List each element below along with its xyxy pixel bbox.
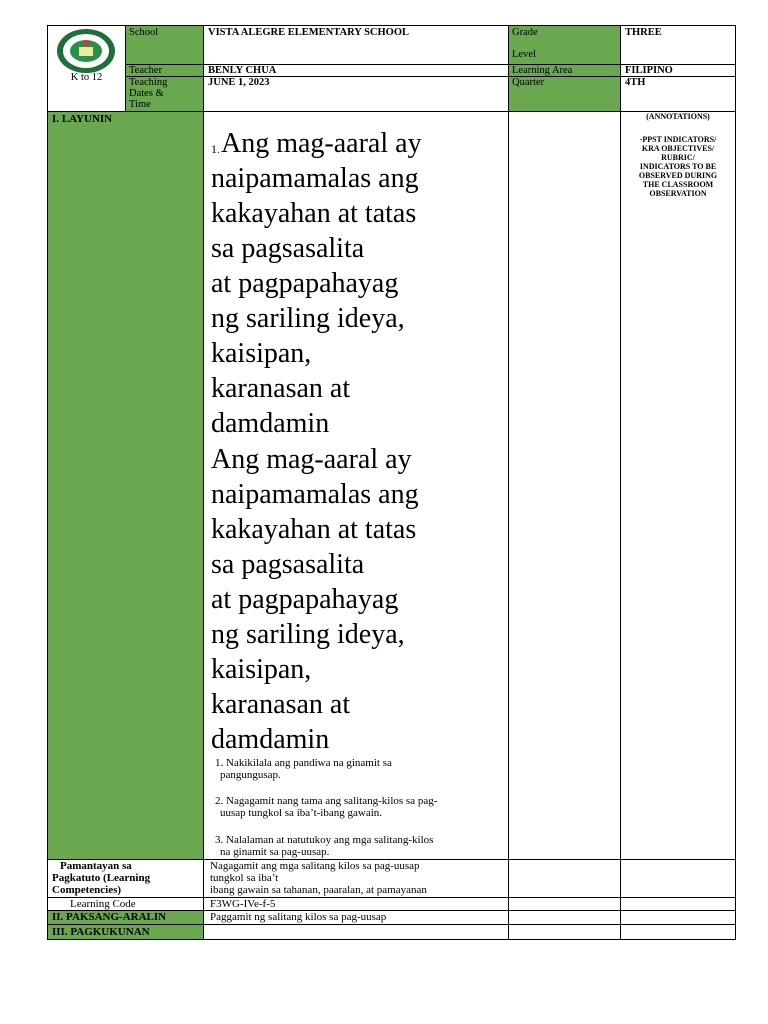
learning-code-annotation-cell <box>620 897 736 911</box>
logo-cell <box>47 25 126 112</box>
paksang-aralin-value-cell <box>203 910 509 925</box>
school-seal-icon <box>55 27 117 75</box>
specific-objective-line: pangungusap. <box>220 769 281 781</box>
paksang-aralin-value: Paggamit ng salitang kilos sa pag-uusap <box>210 911 387 923</box>
paksang-aralin-label: II. PAKSANG-ARALIN <box>52 911 167 923</box>
dates-label-line: Dates & <box>129 88 164 99</box>
learning-area-label: Learning Area <box>508 64 621 77</box>
annotation-line: INDICATORS TO BE <box>639 162 717 171</box>
pagkukunan-value-cell <box>203 924 509 940</box>
school-value: VISTA ALEGRE ELEMENTARY SCHOOL <box>203 25 509 65</box>
grade-label <box>508 25 621 65</box>
layunin-heading: I. LAYUNIN <box>52 113 113 125</box>
pamantayan-value-cell <box>203 859 509 898</box>
objective-line: at pagpapahayag <box>211 584 399 615</box>
specific-objective-line: 1. Nakikilala ang pandiwa na ginamit sa <box>215 757 392 769</box>
annotation-line: KRA OBJECTIVES/ <box>641 144 715 153</box>
specific-objective-line: uusap tungkol sa iba’t-ibang gawain. <box>220 807 383 819</box>
learning-code-value-cell <box>203 897 509 911</box>
objective-line: damdamin <box>211 724 330 755</box>
annotation-line: -PPST INDICATORS/ <box>639 135 717 144</box>
annotation-line: OBSERVATION <box>649 189 707 198</box>
logo-caption: K to 12 <box>70 72 103 83</box>
pamantayan-label-line: Pamantayan sa <box>60 860 132 872</box>
learning-code-label-cell <box>47 897 204 911</box>
pamantayan-blank-cell <box>508 859 621 898</box>
annotation-line: OBSERVED DURING <box>638 171 718 180</box>
pamantayan-value-line: tungkol sa iba’t <box>210 872 279 884</box>
dates-label-line: Time <box>129 99 151 110</box>
grade-label-text: Grade <box>512 27 538 38</box>
annotation-line: RUBRIC/ <box>661 153 695 162</box>
objective-line: sa pagsasalita <box>211 549 365 580</box>
objective-line: Ang mag-aaral ay <box>211 444 412 475</box>
objective-line: ng sariling ideya, <box>211 619 405 650</box>
specific-objective-line: na ginamit sa pag-uusap. <box>220 846 330 858</box>
pamantayan-label-cell <box>47 859 204 898</box>
level-label-text: Level <box>512 49 536 60</box>
annotation-line: THE CLASSROOM <box>642 180 714 189</box>
objective-line: ng sariling ideya, <box>211 303 405 334</box>
paksang-aralin-label-cell <box>47 910 204 925</box>
annotations-cell <box>620 111 736 860</box>
learning-code-blank-cell <box>508 897 621 911</box>
objective-line: karanasan at <box>211 689 351 720</box>
layunin-label-cell <box>47 111 204 860</box>
layunin-content-cell <box>203 111 509 860</box>
learning-code-value: F3WG-IVe-f-5 <box>210 898 276 910</box>
pamantayan-value-line: ibang gawain sa tahanan, paaralan, at pamayanan <box>210 884 427 896</box>
quarter-label: Quarter <box>508 76 621 112</box>
dates-label-line: Teaching <box>129 77 168 88</box>
objective-line: damdamin <box>211 408 330 439</box>
pamantayan-label-line: Pagkatuto (Learning <box>52 872 151 884</box>
quarter-value: 4TH <box>620 76 736 112</box>
objective-line: karanasan at <box>211 373 351 404</box>
teacher-label: Teacher <box>125 64 204 77</box>
pamantayan-label-line: Competencies) <box>52 884 122 896</box>
pagkukunan-annotation-cell <box>620 924 736 940</box>
paksang-aralin-blank-cell <box>508 910 621 925</box>
grade-value: THREE <box>620 25 736 65</box>
objective-line: kaisipan, <box>211 654 312 685</box>
paksang-aralin-annotation-cell <box>620 910 736 925</box>
objective-line: at pagpapahayag <box>211 268 399 299</box>
teaching-dates-label <box>125 76 204 112</box>
pagkukunan-blank-cell <box>508 924 621 940</box>
school-label: School <box>125 25 204 65</box>
objective-number: 1. <box>211 142 220 156</box>
objective-line: kaisipan, <box>211 338 312 369</box>
pamantayan-value-line: Nagagamit ang mga salitang kilos sa pag-uusap <box>210 860 420 872</box>
objective-line: Ang mag-aaral ay <box>221 128 422 159</box>
objective-line: naipamamalas ang <box>211 163 419 194</box>
objective-line: sa pagsasalita <box>211 233 365 264</box>
learning-area-value: FILIPINO <box>620 64 736 77</box>
pamantayan-annotation-cell <box>620 859 736 898</box>
objective-line: kakayahan at tatas <box>211 514 417 545</box>
specific-objective-line: 3. Nalalaman at natutukoy ang mga salitang-kilos <box>215 834 434 846</box>
teaching-dates-value: JUNE 1, 2023 <box>203 76 509 112</box>
teacher-value: BENLY CHUA <box>203 64 509 77</box>
pagkukunan-label-cell <box>47 924 204 940</box>
learning-code-label: Learning Code <box>70 898 136 910</box>
layunin-blank-cell <box>508 111 621 860</box>
specific-objective-line: 2. Nagagamit nang tama ang salitang-kilos sa pag- <box>215 795 438 807</box>
annotations-title: (ANNOTATIONS) <box>646 112 710 121</box>
pagkukunan-label: III. PAGKUKUNAN <box>52 926 150 938</box>
objective-line: kakayahan at tatas <box>211 198 417 229</box>
objective-line: naipamamalas ang <box>211 479 419 510</box>
